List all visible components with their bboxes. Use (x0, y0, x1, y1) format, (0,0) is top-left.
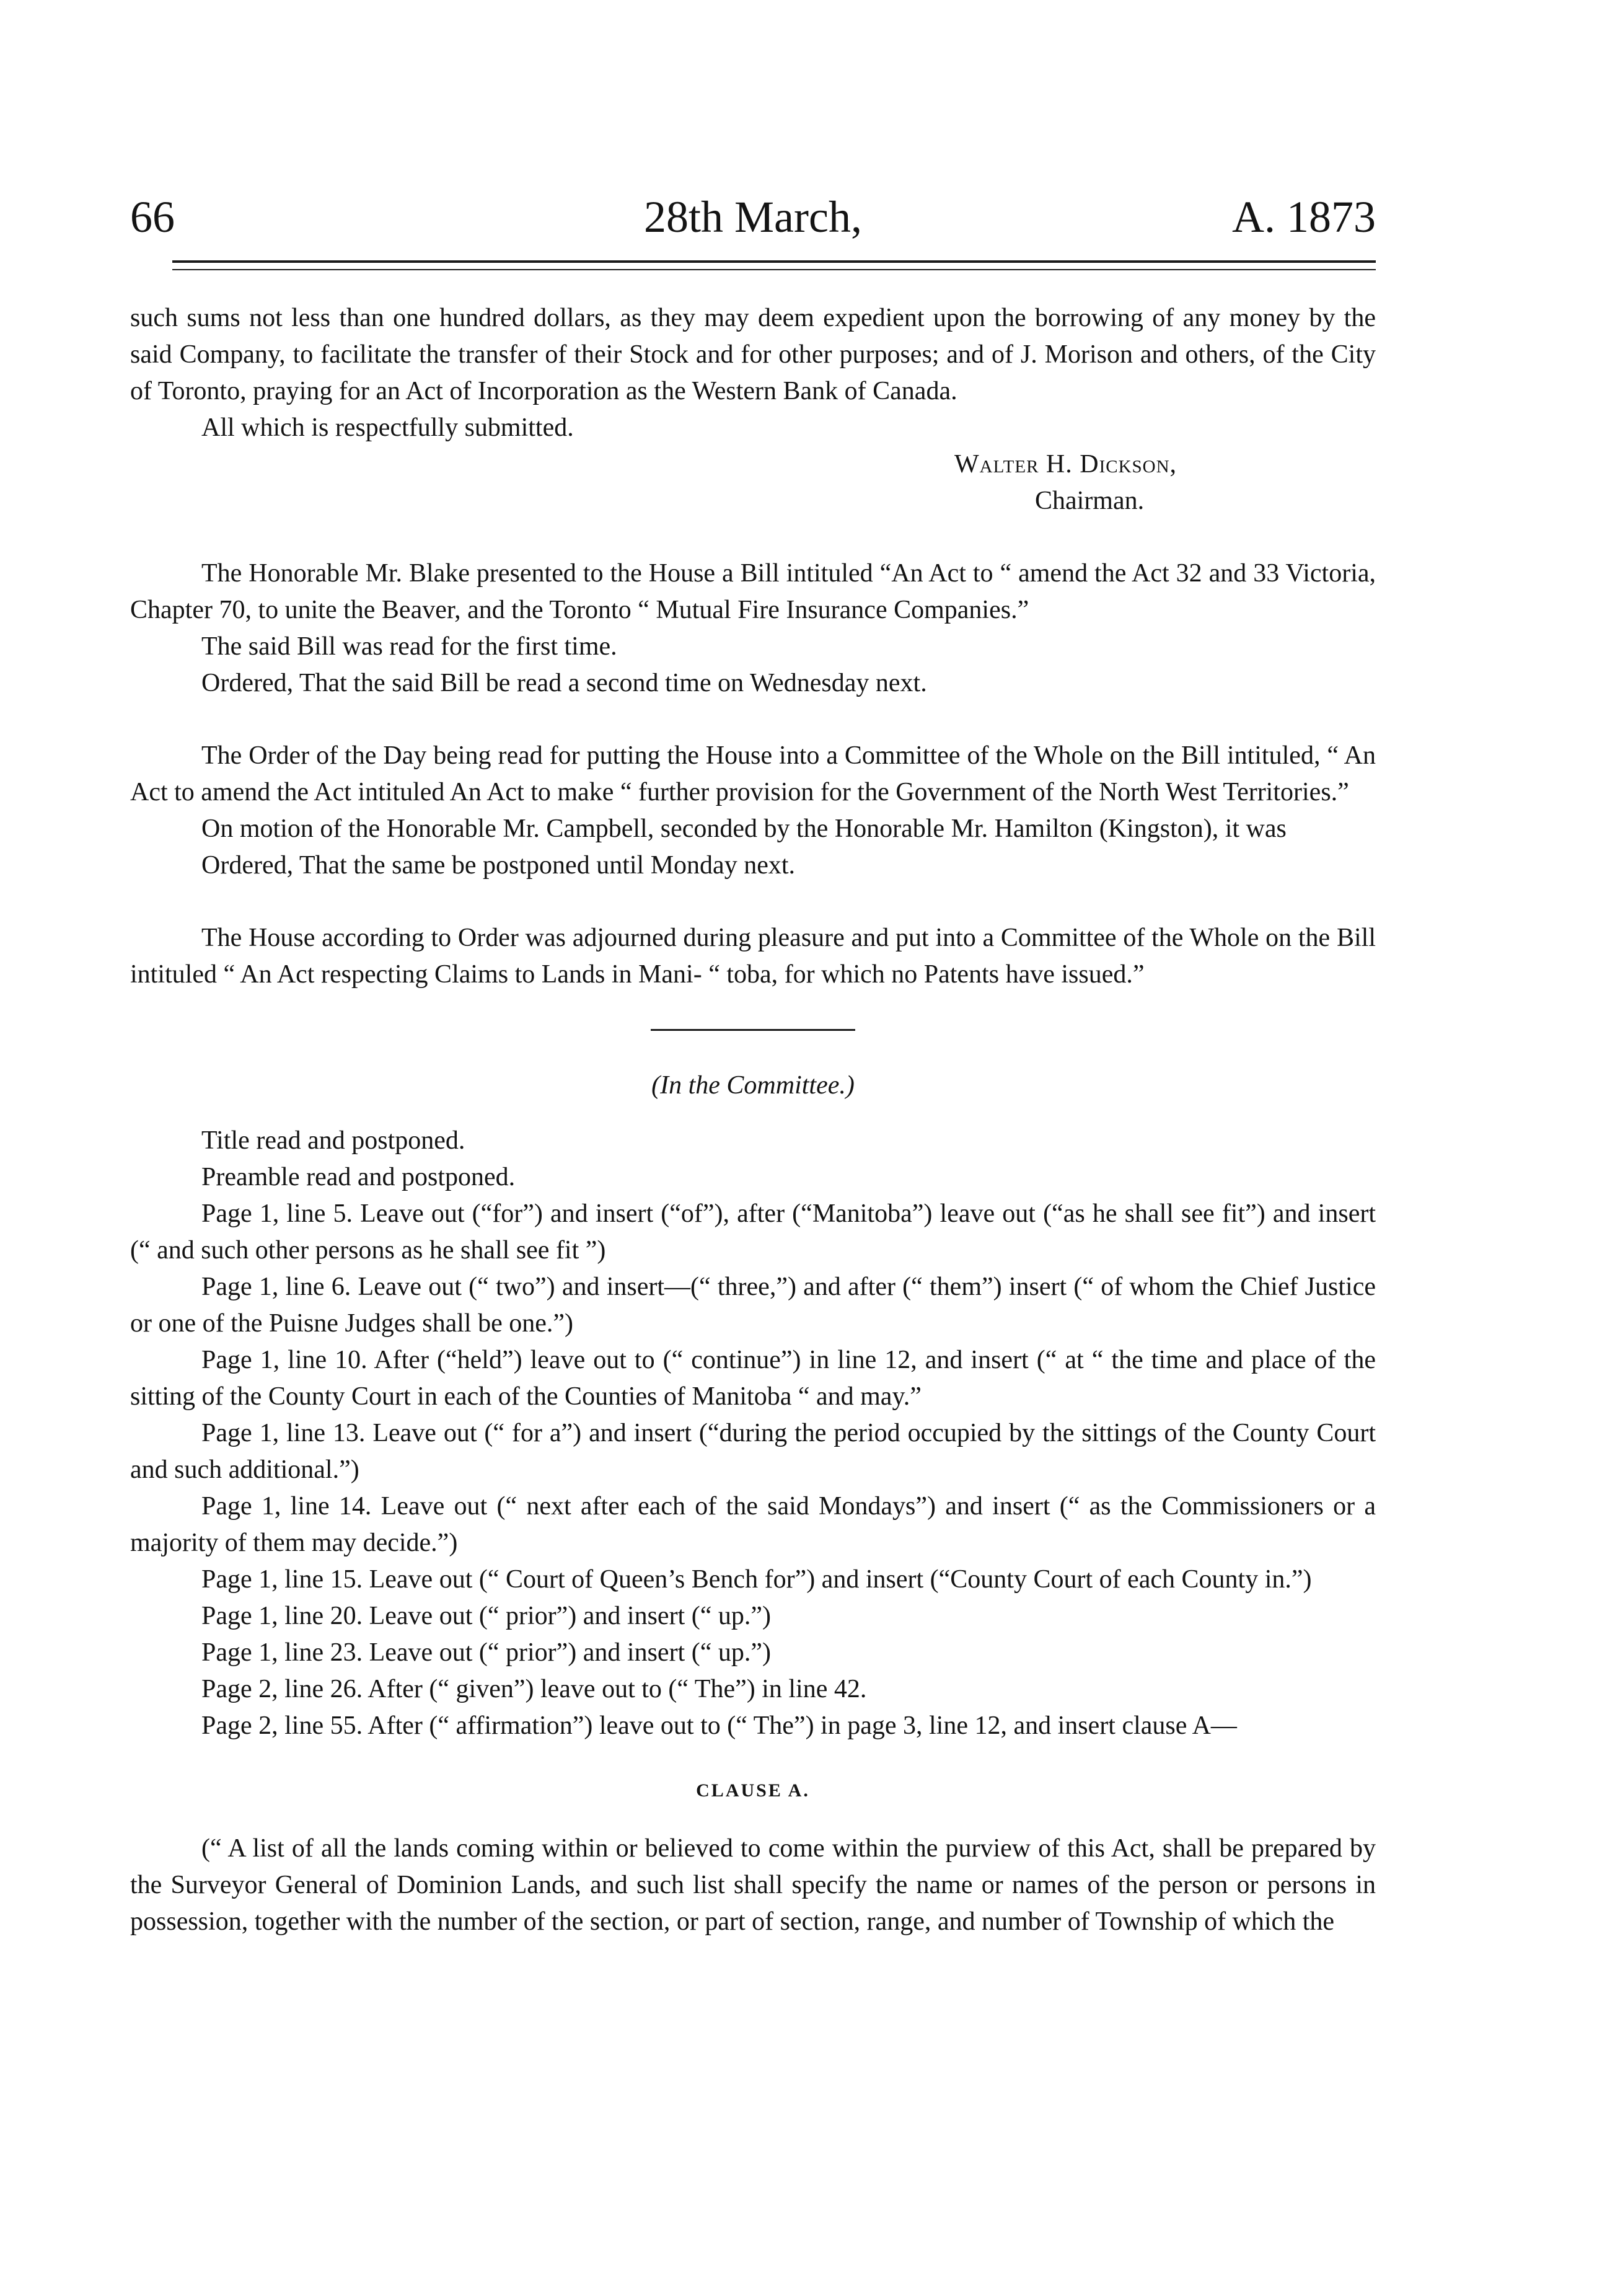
committee-item: Page 2, line 55. After (“ affirmation”) leave out to (“ The”) in page 3, line 12, and insert clause A— (201, 1711, 1237, 1740)
paragraph: The House according to Order was adjourned during pleasure and put into a Committee of the Whole on the Bill intituled “ An Act respecting Claims to Lands in Mani- “ toba, for which no Patents have issued.” (130, 924, 1376, 989)
signature-title: Chairman. (1035, 487, 1145, 515)
paragraph: such sums not less than one hundred dollars, as they may deem expedient upon the borrowing of any money by the said Company, to facilitate the transfer of their Stock and for other purposes; and of J. Morison and others, of the City of Toronto, praying for an Act of Incorporation as the Western Bank of Canada. (130, 304, 1376, 405)
committee-item: Page 1, line 14. Leave out (“ next after each of the said Mondays”) and insert (“ as the Commissioners or a majority of them may decide.”) (130, 1492, 1376, 1557)
page-header (130, 183, 1376, 251)
header-date: 28th March, (644, 192, 862, 242)
page-number: 66 (130, 192, 175, 242)
committee-item: Page 1, line 20. Leave out (“ prior”) and insert (“ up.”) (201, 1602, 771, 1630)
paragraph: The Honorable Mr. Blake presented to the House a Bill intituled “An Act to “ amend the Act 32 and 33 Victoria, Chapter 70, to unite the Beaver, and the Toronto “ Mutual Fire Insurance Companies.” (130, 559, 1376, 624)
paragraph: On motion of the Honorable Mr. Campbell, seconded by the Honorable Mr. Hamilton (Kingston), it was (201, 815, 1287, 843)
paragraph: The Order of the Day being read for putting the House into a Committee of the Whole on the Bill intituled, “ An Act to amend the Act intituled An Act to make “ further provision for the Government of the North West Territories.” (130, 741, 1376, 806)
committee-item: Page 1, line 6. Leave out (“ two”) and insert—(“ three,”) and after (“ them”) insert (“ of whom the Chief Justice or one of the Puisne Judges shall be one.”) (130, 1273, 1376, 1338)
clause-text: (“ A list of all the lands coming within or believed to come within the purview of this Act, shall be prepared by the Surveyor General of Dominion Lands, and such list shall specify the name or names of the person or persons in possession, together with the number of the section, or part of section, range, and number of Township of which the (130, 1834, 1376, 1936)
page-body (130, 300, 1376, 1940)
committee-item: Page 1, line 15. Leave out (“ Court of Queen’s Bench for”) and insert (“County Court of each County in.”) (201, 1565, 1312, 1594)
clause-heading: CLAUSE A. (696, 1780, 810, 1801)
committee-item: Title read and postponed. (201, 1126, 465, 1155)
paragraph: All which is respectfully submitted. (201, 413, 574, 442)
header-rule-thin (172, 269, 1376, 270)
section-separator (130, 993, 1376, 1067)
paragraph: The said Bill was read for the first time. (201, 632, 617, 661)
committee-item: Page 1, line 13. Leave out (“ for a”) and insert (“during the period occupied by the sittings of the County Court and such additional.”) (130, 1419, 1376, 1484)
committee-item: Page 1, line 10. After (“held”) leave out to (“ continue”) in line 12, and insert (“ at “ the time and place of the sitting of the County Court in each of the Counties of Manitoba “ and may.” (130, 1346, 1376, 1411)
committee-heading: (In the Committee.) (651, 1071, 855, 1100)
journal-page (130, 0, 1376, 2296)
committee-item: Page 1, line 5. Leave out (“for”) and insert (“of”), after (“Manitoba”) leave out (“as he shall see fit”) and insert (“ and such other persons as he shall see fit ”) (130, 1199, 1376, 1265)
paragraph: Ordered, That the said Bill be read a second time on Wednesday next. (201, 669, 927, 697)
header-rule-thick (172, 260, 1376, 263)
header-year: A. 1873 (1232, 192, 1376, 242)
committee-item: Preamble read and postponed. (201, 1163, 516, 1191)
paragraph: Ordered, That the same be postponed until Monday next. (201, 851, 796, 880)
signature-name: Walter H. Dickson, (954, 450, 1177, 479)
committee-item: Page 1, line 23. Leave out (“ prior”) and insert (“ up.”) (201, 1638, 771, 1667)
committee-item: Page 2, line 26. After (“ given”) leave out to (“ The”) in line 42. (201, 1675, 867, 1703)
